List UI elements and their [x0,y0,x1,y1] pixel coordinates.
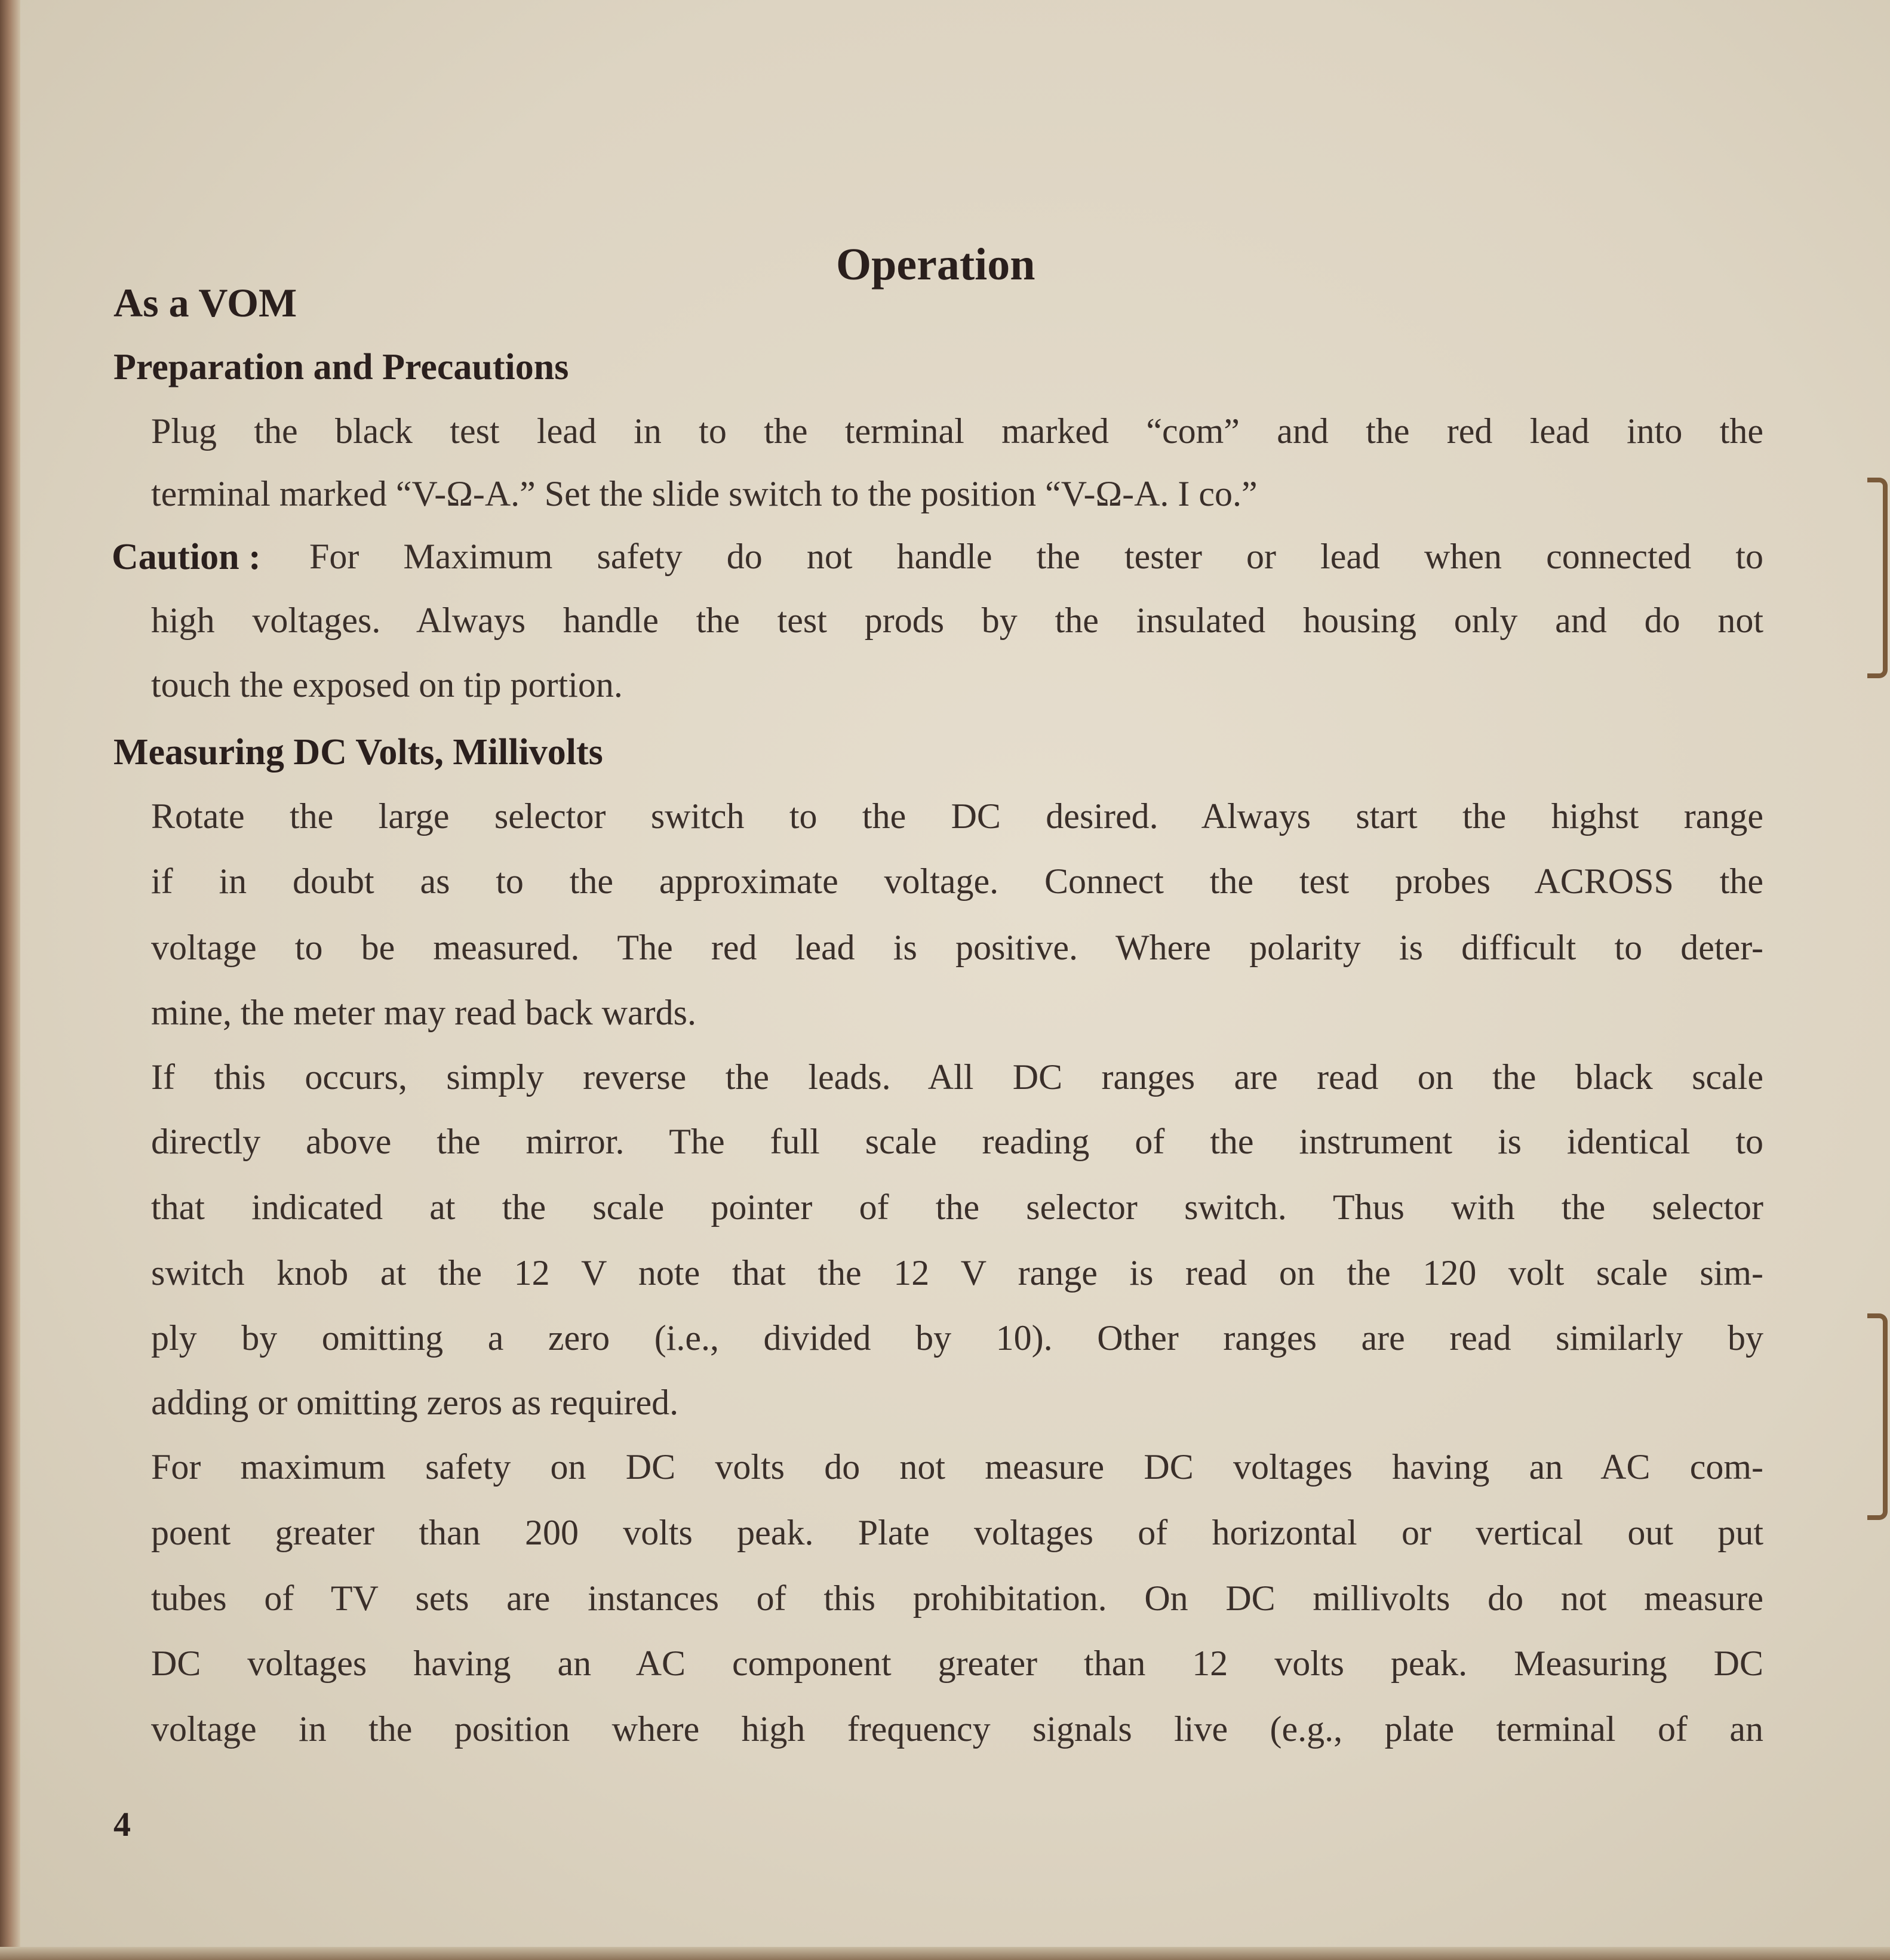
preparation-heading: Preparation and Precautions [113,347,569,387]
measuring-dc-line: tubes of TV sets are instances of this prohibitation. On DC millivolts do not measure [151,1579,1763,1618]
section-heading: As a VOM [113,280,297,325]
measuring-dc-line: switch knob at the 12 V note that the 12 V range is read on the 120 volt scale sim- [151,1253,1763,1293]
measuring-dc-line: poent greater than 200 volts peak. Plate voltages of horizontal or vertical out put [151,1513,1763,1552]
staple-bottom-icon [1867,1313,1888,1520]
staple-top-icon [1867,478,1888,678]
measuring-dc-line: Rotate the large selector switch to the DC desired. Always start the highst range [151,796,1763,836]
measuring-dc-line: that indicated at the scale pointer of the selector switch. Thus with the selector [151,1187,1763,1227]
caution-line: touch the exposed on tip portion. [151,665,623,704]
caution-line: For Maximum safety do not handle the tester or lead when connected to [309,537,1763,576]
measuring-dc-line: DC voltages having an AC component greater than 12 volts peak. Measuring DC [151,1644,1763,1683]
page-bottom-edge [0,1947,1890,1960]
measuring-dc-line: voltage to be measured. The red lead is positive. Where polarity is difficult to deter- [151,928,1763,967]
measuring-dc-line: mine, the meter may read back wards. [151,993,696,1032]
measuring-dc-line: directly above the mirror. The full scale reading of the instrument is identical to [151,1122,1763,1161]
preparation-line: terminal marked “V-Ω-A.” Set the slide switch to the position “V-Ω-A. I co.” [151,474,1258,513]
caution-line: high voltages. Always handle the test prods by the insulated housing only and do not [151,601,1763,640]
page-title: Operation [836,239,1035,290]
measuring-dc-line: adding or omitting zeros as required. [151,1383,679,1422]
measuring-dc-heading: Measuring DC Volts, Millivolts [113,732,603,773]
preparation-line: Plug the black test lead in to the terminal marked “com” and the red lead into the [151,411,1763,451]
page-binding-edge [0,0,20,1960]
measuring-dc-line: ply by omitting a zero (i.e., divided by 10). Other ranges are read similarly by [151,1318,1763,1358]
measuring-dc-line: If this occurs, simply reverse the leads. All DC ranges are read on the black scale [151,1057,1763,1097]
measuring-dc-line: voltage in the position where high frequency signals live (e.g., plate terminal of an [151,1709,1763,1749]
measuring-dc-line: if in doubt as to the approximate voltage. Connect the test probes ACROSS the [151,861,1763,901]
caution-label: Caution : [112,537,261,577]
measuring-dc-line: For maximum safety on DC volts do not measure DC voltages having an AC com- [151,1447,1763,1487]
page-number: 4 [113,1805,131,1844]
